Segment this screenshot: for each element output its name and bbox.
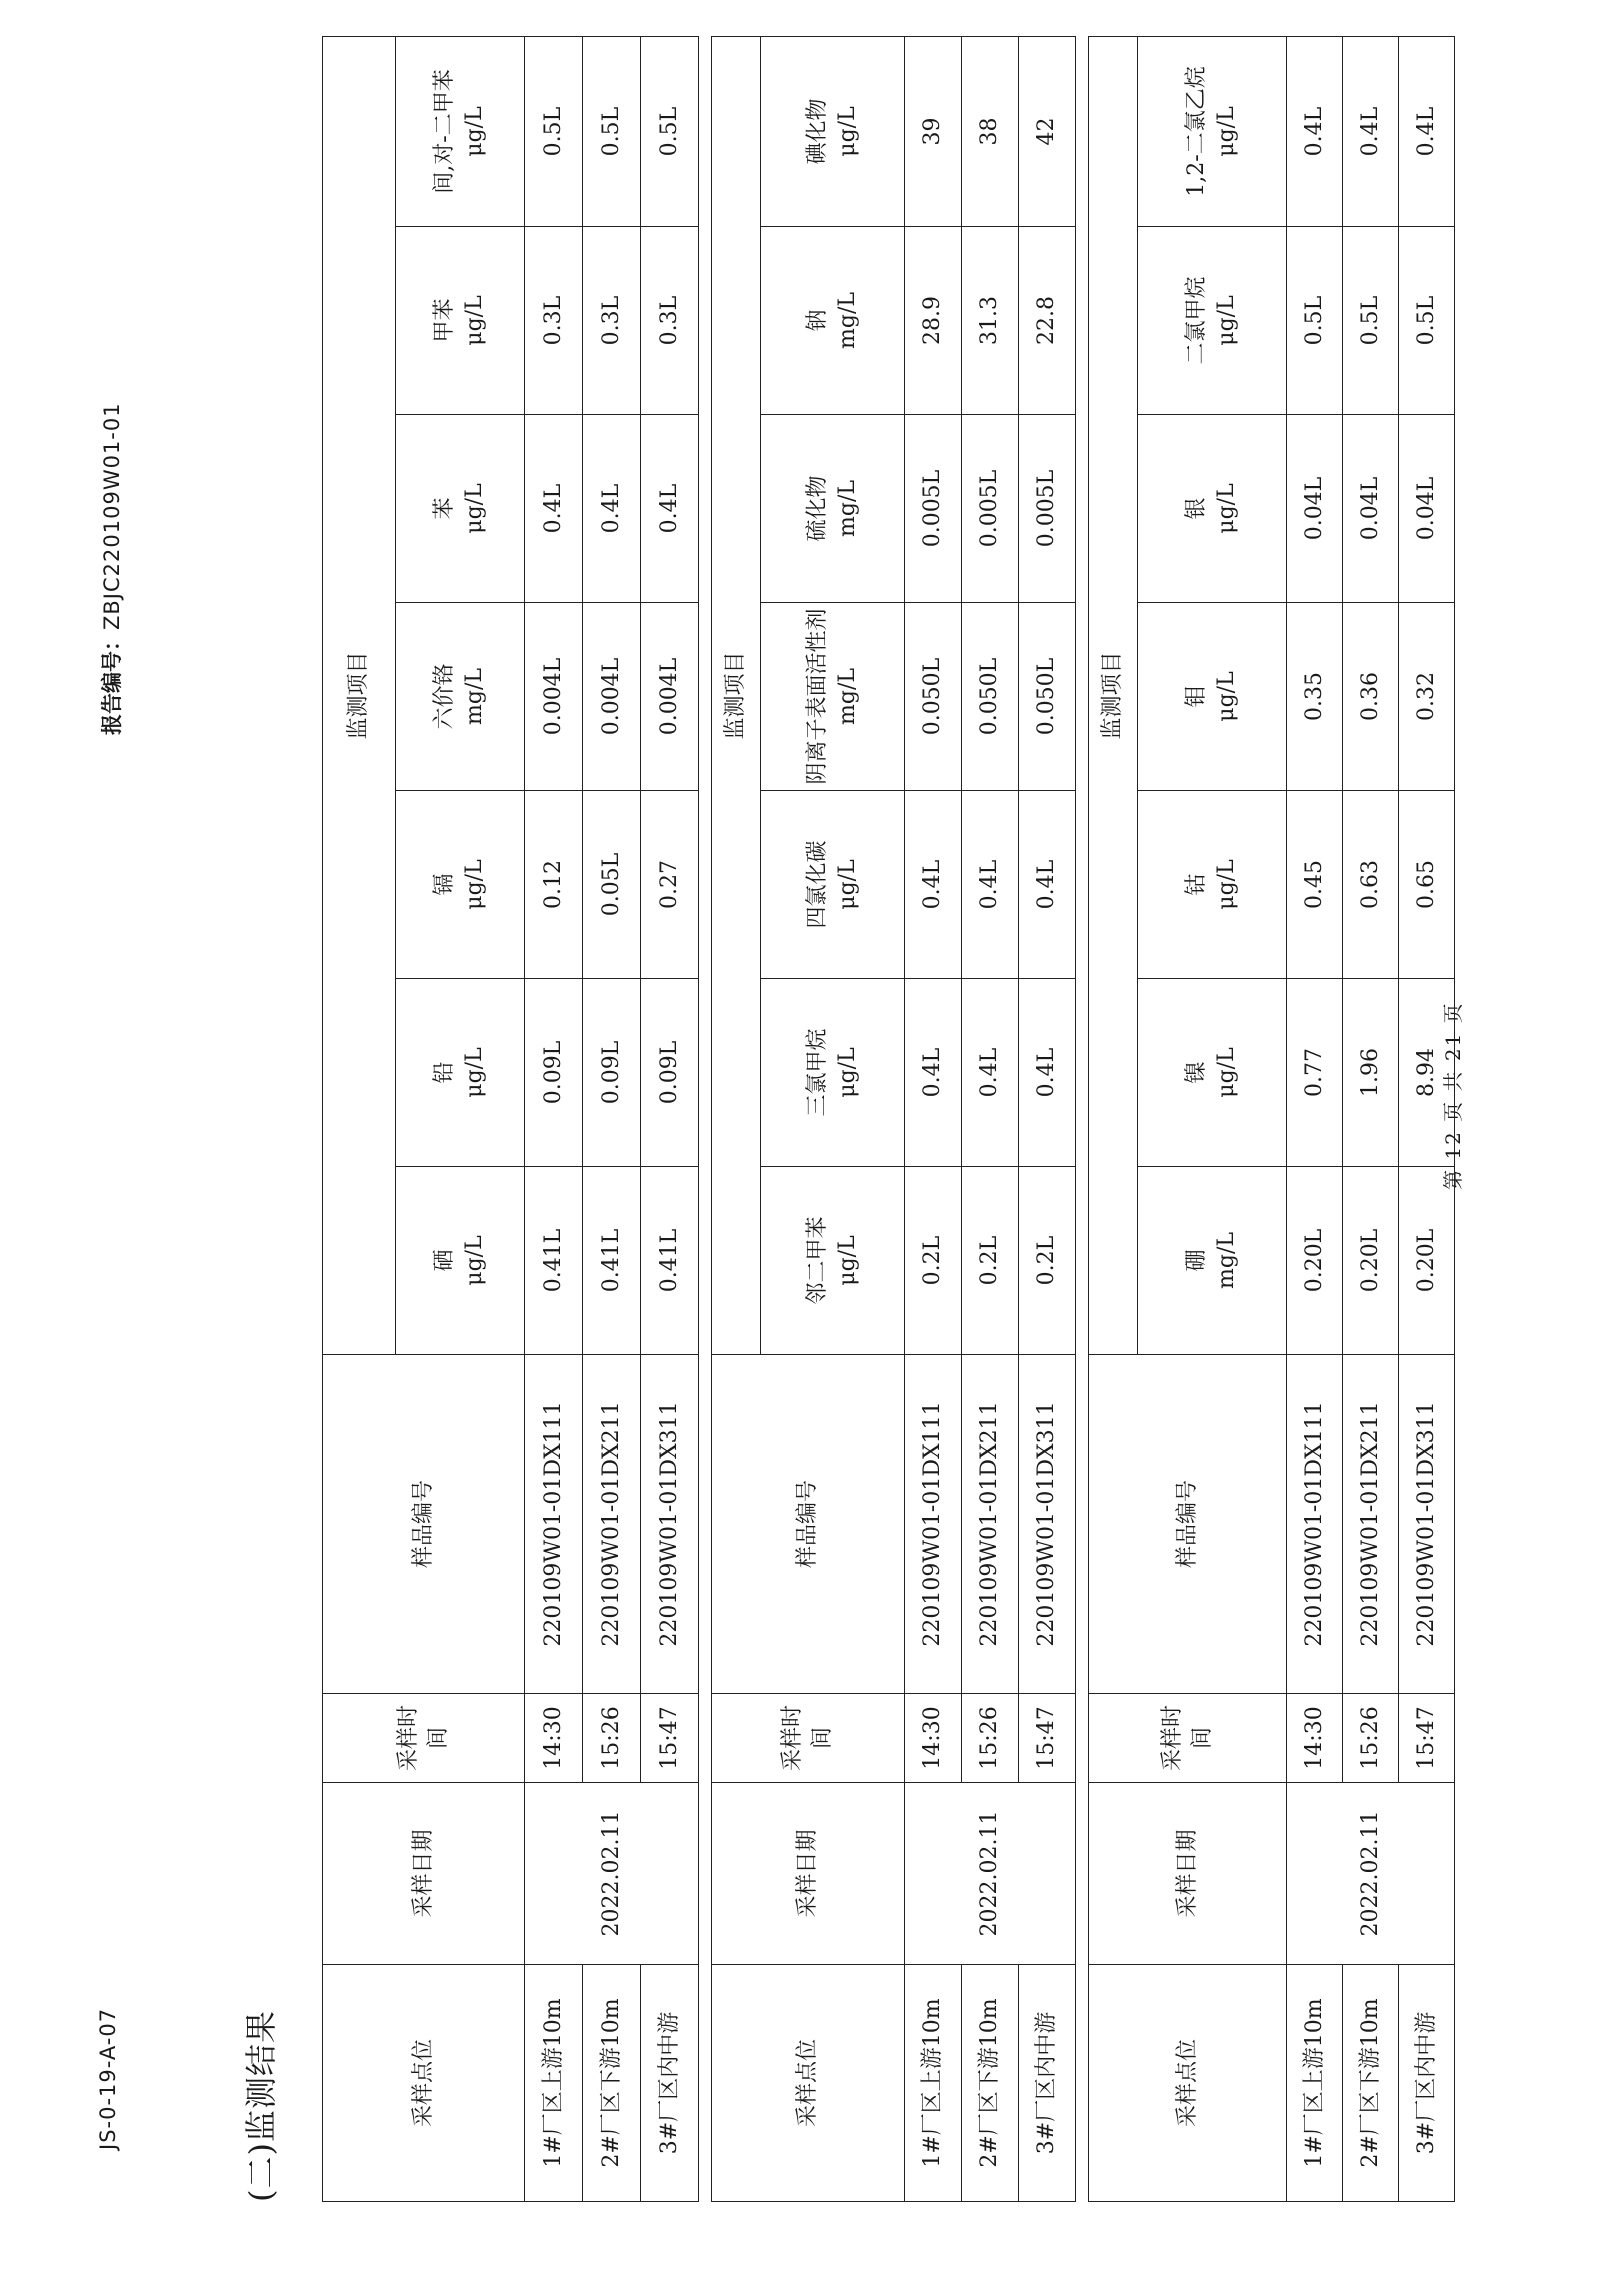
time-header: 采样时间 bbox=[1089, 1694, 1287, 1783]
date-cell: 2022.02.11 bbox=[1287, 1783, 1455, 1965]
table-row bbox=[905, 37, 962, 2202]
param-name: 硒 bbox=[432, 1249, 458, 1272]
value-cell: 0.2L bbox=[905, 1167, 962, 1355]
param-header bbox=[1138, 1167, 1287, 1355]
site-cell: 1#厂区上游10m bbox=[905, 1965, 962, 2202]
time-header: 采样时间 bbox=[712, 1694, 905, 1783]
param-unit: μg/L bbox=[462, 483, 487, 534]
value-cell: 0.4L bbox=[1019, 791, 1076, 979]
param-name: 二氯甲烷 bbox=[1184, 276, 1210, 365]
site-cell: 3#厂区内中游 bbox=[641, 1965, 699, 2202]
value-cell: 39 bbox=[905, 37, 962, 227]
value-cell: 0.4L bbox=[1343, 37, 1399, 227]
param-unit: μg/L bbox=[1214, 859, 1239, 910]
value-cell: 0.4L bbox=[641, 415, 699, 603]
value-cell: 0.5L bbox=[641, 37, 699, 227]
value-cell: 0.4L bbox=[1287, 37, 1343, 227]
value-cell: 0.45 bbox=[1287, 791, 1343, 979]
value-cell: 0.004L bbox=[641, 603, 699, 791]
param-name: 甲苯 bbox=[432, 298, 458, 343]
param-unit: μg/L bbox=[834, 106, 860, 157]
value-cell: 0.005L bbox=[905, 415, 962, 603]
time-cell: 15:26 bbox=[1343, 1694, 1399, 1783]
date-header: 采样日期 bbox=[712, 1783, 905, 1965]
value-cell: 0.04L bbox=[1287, 415, 1343, 603]
items-header: 监测项目 bbox=[323, 37, 396, 1355]
param-name: 苯 bbox=[432, 497, 458, 520]
page-footer: 第 12 页 共 21 页 bbox=[1441, 1001, 1465, 1190]
sample-id-cell: 220109W01-01DX211 bbox=[583, 1355, 641, 1694]
param-unit: μg/L bbox=[834, 1047, 860, 1098]
results-table-wrap bbox=[322, 40, 1455, 2202]
form-code: JS-0-19-A-07 bbox=[96, 2007, 120, 2150]
param-header bbox=[396, 227, 525, 415]
value-cell: 0.4L bbox=[583, 415, 641, 603]
sample-id-header: 样品编号 bbox=[712, 1355, 905, 1694]
value-cell: 0.12 bbox=[525, 791, 583, 979]
value-cell: 0.41L bbox=[641, 1167, 699, 1355]
section-title: (二)监测结果 bbox=[242, 2010, 280, 2202]
param-header bbox=[396, 791, 525, 979]
value-cell: 0.005L bbox=[962, 415, 1019, 603]
sample-id-cell: 220109W01-01DX111 bbox=[905, 1355, 962, 1694]
group-gap bbox=[699, 37, 712, 2202]
time-cell: 14:30 bbox=[525, 1694, 583, 1783]
site-cell: 2#厂区下游10m bbox=[962, 1965, 1019, 2202]
value-cell: 0.65 bbox=[1399, 791, 1455, 979]
param-name: 三氯甲烷 bbox=[804, 1028, 830, 1117]
value-cell: 0.36 bbox=[1343, 603, 1399, 791]
value-cell: 0.050L bbox=[962, 603, 1019, 791]
sample-id-cell: 220109W01-01DX211 bbox=[962, 1355, 1019, 1694]
param-name: 银 bbox=[1184, 497, 1210, 520]
header-row bbox=[323, 37, 396, 2202]
param-name: 间,对-二甲苯 bbox=[432, 69, 458, 194]
param-header bbox=[1138, 791, 1287, 979]
value-cell: 0.32 bbox=[1399, 603, 1455, 791]
site-cell: 1#厂区上游10m bbox=[1287, 1965, 1343, 2202]
value-cell: 0.04L bbox=[1343, 415, 1399, 603]
time-cell: 14:30 bbox=[905, 1694, 962, 1783]
value-cell: 0.5L bbox=[583, 37, 641, 227]
param-header bbox=[396, 603, 525, 791]
sample-id-header: 样品编号 bbox=[323, 1355, 525, 1694]
value-cell: 8.94 bbox=[1399, 979, 1455, 1167]
value-cell: 0.20L bbox=[1287, 1167, 1343, 1355]
sample-id-cell: 220109W01-01DX311 bbox=[1019, 1355, 1076, 1694]
param-unit: μg/L bbox=[834, 1235, 860, 1286]
param-name: 钠 bbox=[804, 309, 830, 332]
param-header bbox=[761, 415, 905, 603]
param-header bbox=[396, 415, 525, 603]
param-unit: μg/L bbox=[462, 106, 487, 157]
report-number-label: 报告编号： bbox=[100, 630, 124, 735]
value-cell: 0.5L bbox=[1399, 227, 1455, 415]
value-cell: 0.27 bbox=[641, 791, 699, 979]
value-cell: 0.4L bbox=[962, 979, 1019, 1167]
table-row bbox=[525, 37, 583, 2202]
value-cell: 0.77 bbox=[1287, 979, 1343, 1167]
param-header bbox=[1138, 37, 1287, 227]
time-cell: 15:47 bbox=[1019, 1694, 1076, 1783]
time-cell: 15:47 bbox=[1399, 1694, 1455, 1783]
value-cell: 0.004L bbox=[583, 603, 641, 791]
param-header bbox=[1138, 415, 1287, 603]
sample-id-cell: 220109W01-01DX311 bbox=[641, 1355, 699, 1694]
sample-id-cell: 220109W01-01DX111 bbox=[525, 1355, 583, 1694]
site-cell: 2#厂区下游10m bbox=[583, 1965, 641, 2202]
param-name: 硼 bbox=[1184, 1249, 1210, 1272]
value-cell: 0.2L bbox=[962, 1167, 1019, 1355]
param-name: 四氯化碳 bbox=[804, 840, 830, 929]
value-cell: 42 bbox=[1019, 37, 1076, 227]
site-header: 采样点位 bbox=[712, 1965, 905, 2202]
param-header bbox=[761, 791, 905, 979]
param-unit: mg/L bbox=[834, 668, 860, 725]
param-unit: μg/L bbox=[462, 1235, 487, 1286]
value-cell: 0.4L bbox=[525, 415, 583, 603]
items-header: 监测项目 bbox=[712, 37, 761, 1355]
param-unit: μg/L bbox=[1214, 295, 1239, 346]
value-cell: 1.96 bbox=[1343, 979, 1399, 1167]
site-cell: 3#厂区内中游 bbox=[1399, 1965, 1455, 2202]
site-cell: 2#厂区下游10m bbox=[1343, 1965, 1399, 2202]
param-unit: mg/L bbox=[462, 668, 487, 725]
param-header bbox=[1138, 979, 1287, 1167]
site-header: 采样点位 bbox=[1089, 1965, 1287, 2202]
param-unit: μg/L bbox=[1214, 671, 1239, 722]
date-cell: 2022.02.11 bbox=[905, 1783, 1076, 1965]
param-name: 钴 bbox=[1184, 873, 1210, 896]
time-header: 采样时间 bbox=[323, 1694, 525, 1783]
sample-id-cell: 220109W01-01DX111 bbox=[1287, 1355, 1343, 1694]
date-cell: 2022.02.11 bbox=[525, 1783, 699, 1965]
value-cell: 0.35 bbox=[1287, 603, 1343, 791]
value-cell: 0.09L bbox=[583, 979, 641, 1167]
value-cell: 0.20L bbox=[1399, 1167, 1455, 1355]
value-cell: 0.4L bbox=[1399, 37, 1455, 227]
param-header bbox=[761, 603, 905, 791]
value-cell: 38 bbox=[962, 37, 1019, 227]
param-header bbox=[396, 1167, 525, 1355]
param-name: 钼 bbox=[1184, 685, 1210, 708]
param-name: 碘化物 bbox=[804, 98, 830, 165]
date-header: 采样日期 bbox=[323, 1783, 525, 1965]
value-cell: 0.5L bbox=[1287, 227, 1343, 415]
param-header bbox=[761, 37, 905, 227]
value-cell: 0.63 bbox=[1343, 791, 1399, 979]
time-cell: 15:47 bbox=[641, 1694, 699, 1783]
param-unit: mg/L bbox=[1214, 1232, 1239, 1289]
value-cell: 0.5L bbox=[1343, 227, 1399, 415]
site-cell: 3#厂区内中游 bbox=[1019, 1965, 1076, 2202]
param-name: 镉 bbox=[432, 873, 458, 896]
group-gap bbox=[1076, 37, 1089, 2202]
time-cell: 15:26 bbox=[583, 1694, 641, 1783]
value-cell: 0.04L bbox=[1399, 415, 1455, 603]
param-unit: μg/L bbox=[1214, 106, 1239, 157]
value-cell: 0.09L bbox=[641, 979, 699, 1167]
param-unit: μg/L bbox=[1214, 1047, 1239, 1098]
report-number bbox=[96, 402, 126, 735]
gap-cell bbox=[1076, 37, 1089, 2202]
value-cell: 0.5L bbox=[525, 37, 583, 227]
param-unit: μg/L bbox=[834, 859, 860, 910]
param-unit: μg/L bbox=[1214, 483, 1239, 534]
value-cell: 0.3L bbox=[525, 227, 583, 415]
param-name: 镍 bbox=[1184, 1061, 1210, 1084]
value-cell: 0.41L bbox=[583, 1167, 641, 1355]
param-header bbox=[1138, 227, 1287, 415]
param-unit: mg/L bbox=[834, 292, 860, 349]
table-row bbox=[1287, 37, 1343, 2202]
param-name: 六价铬 bbox=[432, 663, 458, 730]
value-cell: 0.09L bbox=[525, 979, 583, 1167]
value-cell: 0.4L bbox=[905, 791, 962, 979]
value-cell: 0.3L bbox=[641, 227, 699, 415]
param-header bbox=[761, 227, 905, 415]
site-header: 采样点位 bbox=[323, 1965, 525, 2202]
sample-id-cell: 220109W01-01DX211 bbox=[1343, 1355, 1399, 1694]
report-number-value: ZBJC220109W01-01 bbox=[100, 402, 124, 630]
items-header: 监测项目 bbox=[1089, 37, 1138, 1355]
sample-id-cell: 220109W01-01DX311 bbox=[1399, 1355, 1455, 1694]
param-unit: μg/L bbox=[462, 859, 487, 910]
param-name: 邻二甲苯 bbox=[804, 1216, 830, 1305]
time-cell: 14:30 bbox=[1287, 1694, 1343, 1783]
value-cell: 0.4L bbox=[905, 979, 962, 1167]
value-cell: 0.3L bbox=[583, 227, 641, 415]
param-name: 阴离子表面活性剂 bbox=[804, 608, 830, 785]
value-cell: 0.41L bbox=[525, 1167, 583, 1355]
value-cell: 28.9 bbox=[905, 227, 962, 415]
param-name: 铅 bbox=[432, 1061, 458, 1084]
value-cell: 0.2L bbox=[1019, 1167, 1076, 1355]
param-header bbox=[761, 1167, 905, 1355]
gap-cell bbox=[699, 37, 712, 2202]
value-cell: 0.050L bbox=[905, 603, 962, 791]
param-unit: μg/L bbox=[462, 295, 487, 346]
param-header bbox=[761, 979, 905, 1167]
value-cell: 0.004L bbox=[525, 603, 583, 791]
value-cell: 0.005L bbox=[1019, 415, 1076, 603]
value-cell: 0.050L bbox=[1019, 603, 1076, 791]
value-cell: 0.05L bbox=[583, 791, 641, 979]
time-cell: 15:26 bbox=[962, 1694, 1019, 1783]
param-header bbox=[396, 979, 525, 1167]
value-cell: 0.4L bbox=[1019, 979, 1076, 1167]
value-cell: 0.4L bbox=[962, 791, 1019, 979]
site-cell: 1#厂区上游10m bbox=[525, 1965, 583, 2202]
value-cell: 0.20L bbox=[1343, 1167, 1399, 1355]
header-row bbox=[1089, 37, 1138, 2202]
param-unit: μg/L bbox=[462, 1047, 487, 1098]
param-header bbox=[1138, 603, 1287, 791]
param-name: 硫化物 bbox=[804, 475, 830, 542]
sample-id-header: 样品编号 bbox=[1089, 1355, 1287, 1694]
value-cell: 31.3 bbox=[962, 227, 1019, 415]
param-name: 1,2-二氯乙烷 bbox=[1184, 66, 1210, 197]
date-header: 采样日期 bbox=[1089, 1783, 1287, 1965]
param-unit: mg/L bbox=[834, 480, 860, 537]
results-table bbox=[322, 36, 1455, 2202]
value-cell: 22.8 bbox=[1019, 227, 1076, 415]
header-row bbox=[712, 37, 761, 2202]
param-header bbox=[396, 37, 525, 227]
